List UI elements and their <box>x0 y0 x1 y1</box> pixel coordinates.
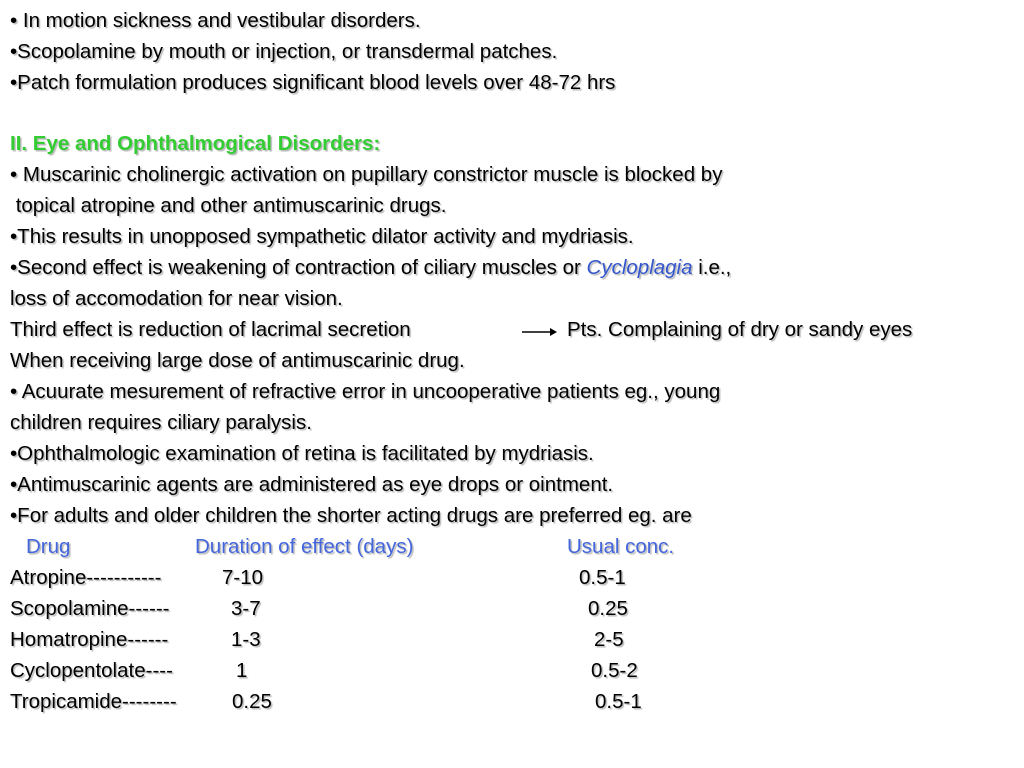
bullet-muscarinic-activation-cont: topical atropine and other antimuscarinic drugs. <box>10 194 447 217</box>
cycloplegia-text-c: i.e., <box>692 256 732 279</box>
row-conc: 0.25 <box>588 597 628 620</box>
bullet-mydriasis: •This results in unopposed sympathetic dilator activity and mydriasis. <box>10 225 634 248</box>
row-conc: 0.5-2 <box>591 659 638 682</box>
row-duration: 7-10 <box>222 566 264 589</box>
large-dose-text: When receiving large dose of antimuscarinic drug. <box>10 349 465 372</box>
row-duration: 1 <box>236 659 248 682</box>
row-drug: Scopolamine------ <box>10 597 170 620</box>
bullet-muscarinic-activation: • Muscarinic cholinergic activation on pupillary constrictor muscle is blocked by <box>10 163 723 186</box>
bullet-shorter-acting: •For adults and older children the shorter acting drugs are preferred eg. are <box>10 504 692 527</box>
row-conc: 0.5-1 <box>595 690 642 713</box>
lacrimal-secretion-text: Third effect is reduction of lacrimal secretion <box>10 318 411 341</box>
bullet-scopolamine-routes: •Scopolamine by mouth or injection, or transdermal patches. <box>10 40 558 63</box>
row-duration: 1-3 <box>231 628 261 651</box>
row-drug: Tropicamide-------- <box>10 690 177 713</box>
dry-eyes-text: Pts. Complaining of dry or sandy eyes <box>567 318 913 341</box>
row-drug: Atropine----------- <box>10 566 162 589</box>
section-heading-eye: II. Eye and Ophthalmogical Disorders: <box>10 132 381 155</box>
row-drug: Cyclopentolate---- <box>10 659 173 682</box>
bullet-refractive-error-cont: children requires ciliary paralysis. <box>10 411 312 434</box>
bullet-patch-formulation: •Patch formulation produces significant blood levels over 48-72 hrs <box>10 71 616 94</box>
row-conc: 0.5-1 <box>579 566 626 589</box>
header-drug: Drug <box>26 535 71 558</box>
bullet-cycloplegia <box>10 255 731 281</box>
header-duration: Duration of effect (days) <box>195 535 414 558</box>
cycloplegia-term: Cycloplagia <box>586 256 693 279</box>
row-duration: 0.25 <box>232 690 272 713</box>
right-arrow-icon <box>522 326 558 338</box>
row-duration: 3-7 <box>231 597 261 620</box>
row-drug: Homatropine------ <box>10 628 169 651</box>
bullet-refractive-error: • Acuurate mesurement of refractive error in uncooperative patients eg., young <box>10 380 721 403</box>
bullet-cycloplegia-cont: loss of accomodation for near vision. <box>10 287 343 310</box>
row-conc: 2-5 <box>594 628 624 651</box>
cycloplegia-text-a: •Second effect is weakening of contraction of ciliary muscles or <box>10 256 587 279</box>
bullet-retina-exam: •Ophthalmologic examination of retina is facilitated by mydriasis. <box>10 442 594 465</box>
header-conc: Usual conc. <box>567 535 675 558</box>
bullet-eye-drops: •Antimuscarinic agents are administered as eye drops or ointment. <box>10 473 614 496</box>
bullet-motion-sickness: • In motion sickness and vestibular disorders. <box>10 9 421 32</box>
